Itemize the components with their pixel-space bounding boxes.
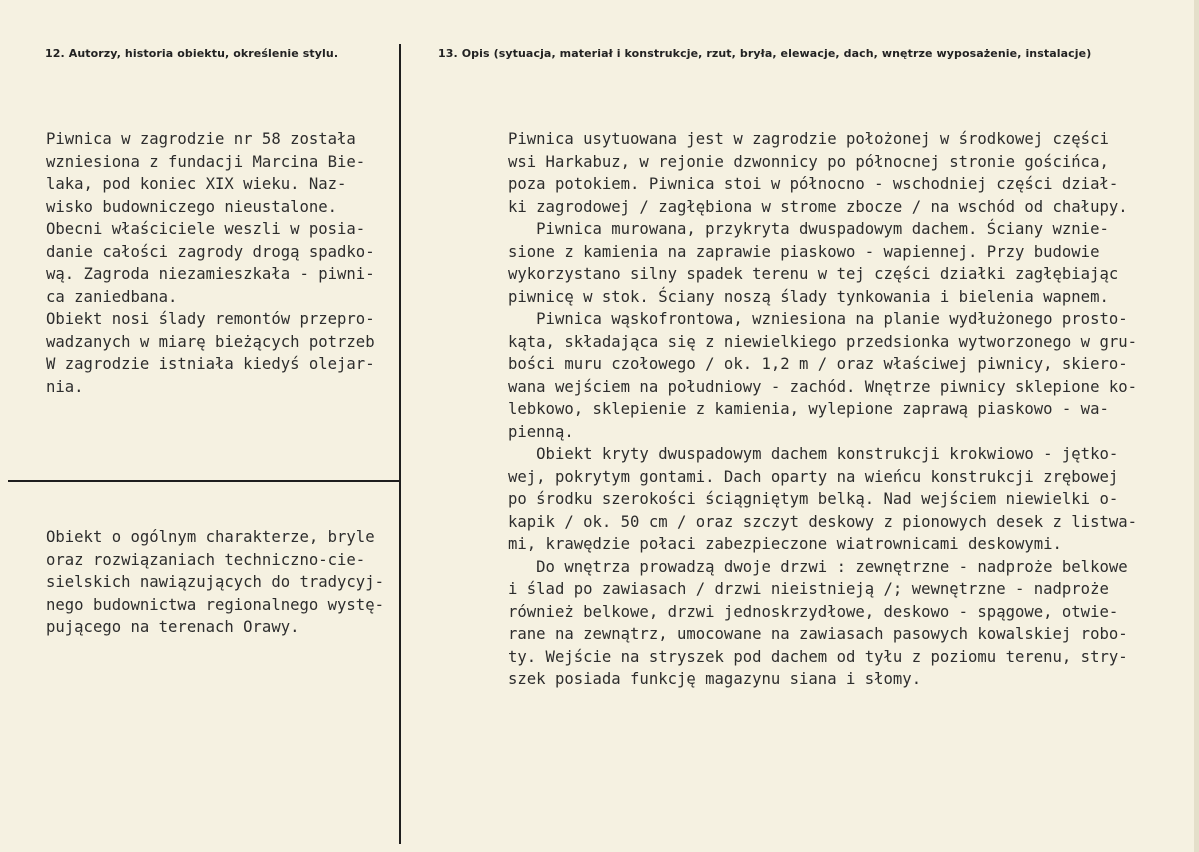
description-line: ty. Wejście na stryszek pod dachem od tyłu z poziomu terenu, stry- <box>508 647 1128 666</box>
description-line: ki zagrodowej / zagłębiona w strome zbocze / na wschód od chałupy. <box>508 197 1128 216</box>
style-line: pującego na terenach Orawy. <box>46 618 300 636</box>
column-divider <box>399 44 401 844</box>
description-line: piwnicę w stok. Ściany noszą ślady tynkowania i bielenia wapnem. <box>508 287 1109 306</box>
style-line: sielskich nawiązujących do tradycyj- <box>46 573 384 591</box>
description-line: poza potokiem. Piwnica stoi w północno - wschodniej części dział- <box>508 175 1119 193</box>
history-line: wzniesiona z fundacji Marcina Bie- <box>46 152 366 171</box>
description-line: i ślad po zawiasach / drzwi nieistnieją /; wewnętrzne - nadproże <box>508 580 1109 598</box>
history-line: Obecni właściciele weszli w posia- <box>46 220 366 238</box>
description-line: wej, pokrytym gontami. Dach oparty na wieńcu konstrukcji zrębowej <box>508 467 1119 486</box>
description-line: po środku szerokości ściągniętym belką. Nad wejściem niewielki o- <box>508 490 1119 508</box>
style-line: nego budownictwa regionalnego wystę- <box>46 595 384 614</box>
description-line: również belkowe, drzwi jednoskrzydłowe, deskowo - spągowe, otwie- <box>508 602 1119 621</box>
description-line: mi, krawędzie połaci zabezpieczone wiatrownicami deskowymi. <box>508 535 1062 553</box>
description-line: wsi Harkabuz, w rejonie dzwonnicy po północnej stronie gościńca, <box>508 152 1109 171</box>
description-line: Do wnętrza prowadzą dwoje drzwi : zewnętrzne - nadproże belkowe <box>508 557 1128 576</box>
history-line: Obiekt nosi ślady remontów przepro- <box>46 310 375 328</box>
history-line: wadzanych w miarę bieżących potrzeb <box>46 332 375 351</box>
history-line: W zagrodzie istniała kiedyś olejar- <box>46 355 375 373</box>
history-line: danie całości zagrody drogą spadko- <box>46 242 375 261</box>
description-line: Piwnica wąskofrontowa, wzniesiona na planie wydłużonego prosto- <box>508 310 1128 328</box>
left-section-divider <box>8 480 400 482</box>
description-line: Piwnica usytuowana jest w zagrodzie położonej w środkowej części <box>508 130 1109 148</box>
history-text-block <box>46 128 375 398</box>
history-line: laka, pod koniec XIX wieku. Naz- <box>46 175 347 193</box>
description-line: sione z kamienia na zaprawie piaskowo - wapiennej. Przy budowie <box>508 242 1100 261</box>
description-line: wykorzystano silny spadek terenu w tej części działki zagłębiając <box>508 265 1119 283</box>
description-line: kapik / ok. 50 cm / oraz szczyt deskowy z pionowych desek z listwa- <box>508 512 1138 531</box>
description-line: kąta, składająca się z niewielkiego przedsionka wytworzonego w gru- <box>508 332 1138 351</box>
field-13-heading: 13. Opis (sytuacja, materiał i konstrukcje, rzut, bryła, elewacje, dach, wnętrze wyposażenie, instalacje) <box>438 47 1092 60</box>
description-line: bości muru czołowego / ok. 1,2 m / oraz właściwej piwnicy, skiero- <box>508 355 1128 373</box>
style-line: oraz rozwiązaniach techniczno-cie- <box>46 550 366 569</box>
page-edge <box>1194 0 1199 852</box>
description-text-block <box>508 128 1137 691</box>
style-line: Obiekt o ogólnym charakterze, bryle <box>46 528 375 546</box>
description-line: pienną. <box>508 422 574 441</box>
description-line: lebkowo, sklepienie z kamienia, wylepione zaprawą piaskowo - wa- <box>508 400 1109 418</box>
description-line: Obiekt kryty dwuspadowym dachem konstrukcji krokwiowo - jętko- <box>508 445 1119 463</box>
style-text-block <box>46 526 384 639</box>
description-line: wana wejściem na południowy - zachód. Wnętrze piwnicy sklepione ko- <box>508 377 1138 396</box>
history-line: ca zaniedbana. <box>46 287 178 306</box>
description-line: rane na zewnątrz, umocowane na zawiasach pasowych kowalskiej robo- <box>508 625 1128 643</box>
description-line: Piwnica murowana, przykryta dwuspadowym dachem. Ściany wznie- <box>508 220 1109 238</box>
field-12-heading: 12. Autorzy, historia obiektu, określenie stylu. <box>45 47 339 60</box>
history-line: nia. <box>46 377 84 396</box>
description-line: szek posiada funkcję magazynu siana i słomy. <box>508 670 922 688</box>
history-line: Piwnica w zagrodzie nr 58 została <box>46 130 356 148</box>
history-line: wą. Zagroda niezamieszkała - piwni- <box>46 265 375 283</box>
history-line: wisko budowniczego nieustalone. <box>46 197 338 216</box>
